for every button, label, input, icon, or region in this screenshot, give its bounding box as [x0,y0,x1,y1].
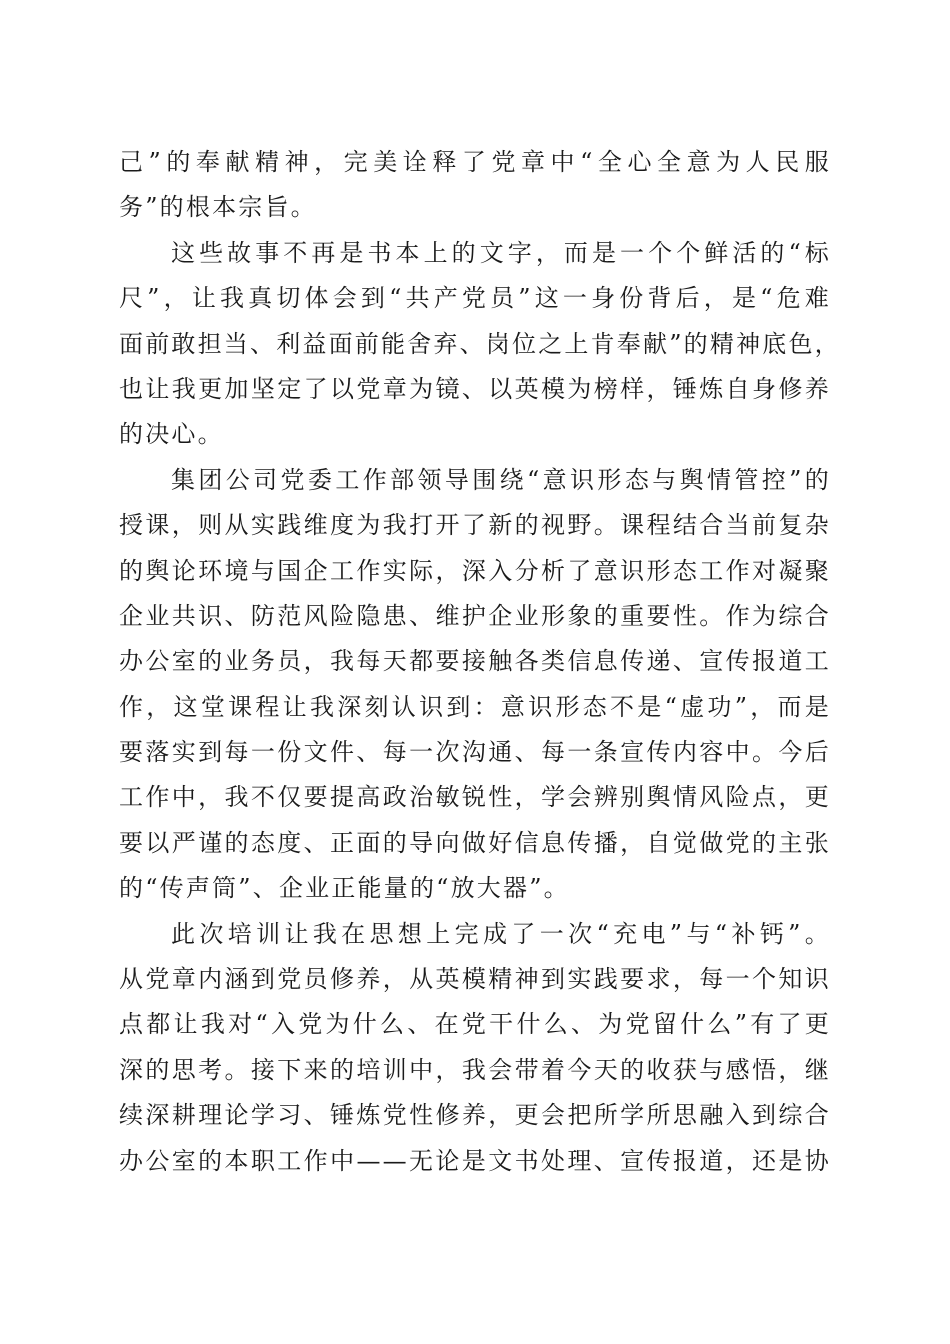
text-line: 务”的根本宗旨。 [119,193,317,222]
paragraph [119,912,831,1184]
paragraph [119,458,831,912]
text-line: 办公室的本职工作中——无论是文书处理、宣传报道，还是协 [119,1146,831,1175]
text-line: 授课，则从实践维度为我打开了新的视野。课程结合当前复杂 [119,511,831,540]
text-line: 集团公司党委工作部领导围绕“意识形态与舆情管控”的 [171,465,831,494]
text-line: 的决心。 [119,420,224,449]
paragraph [119,140,831,231]
text-line: 的“传声筒”、企业正能量的“放大器”。 [119,874,570,903]
text-line: 此次培训让我在思想上完成了一次“充电”与“补钙”。 [171,919,831,948]
text-line: 要以严谨的态度、正面的导向做好信息传播，自觉做党的主张 [119,828,831,857]
text-line: 点都让我对“入党为什么、在党干什么、为党留什么”有了更 [119,1010,831,1039]
text-line: 办公室的业务员，我每天都要接触各类信息传递、宣传报道工 [119,647,831,676]
text-line: 要落实到每一份文件、每一次沟通、每一条宣传内容中。今后 [119,738,831,767]
text-line: 的舆论环境与国企工作实际，深入分析了意识形态工作对凝聚 [119,556,831,585]
text-line: 工作中，我不仅要提高政治敏锐性，学会辨别舆情风险点，更 [119,783,831,812]
text-line: 从党章内涵到党员修养，从英模精神到实践要求，每一个知识 [119,965,831,994]
text-line: 也让我更加坚定了以党章为镜、以英模为榜样，锤炼自身修养 [119,374,831,403]
text-line: 作，这堂课程让我深刻认识到：意识形态不是“虚功”，而是 [119,692,831,721]
text-line: 深的思考。接下来的培训中，我会带着今天的收获与感悟，继 [119,1055,831,1084]
text-line: 己”的奉献精神，完美诠释了党章中“全心全意为人民服 [119,148,831,176]
text-line: 尺”，让我真切体会到“共产党员”这一身份背后，是“危难 [119,284,831,313]
text-line: 面前敢担当、利益面前能舍弃、岗位之上肯奉献”的精神底色， [119,329,841,358]
body-text [119,140,841,1184]
text-line: 企业共识、防范风险隐患、维护企业形象的重要性。作为综合 [119,601,831,630]
text-line: 续深耕理论学习、锤炼党性修养，更会把所学所思融入到综合 [119,1101,831,1130]
paragraph [119,231,841,458]
text-line: 这些故事不再是书本上的文字，而是一个个鲜活的“标 [171,238,831,267]
